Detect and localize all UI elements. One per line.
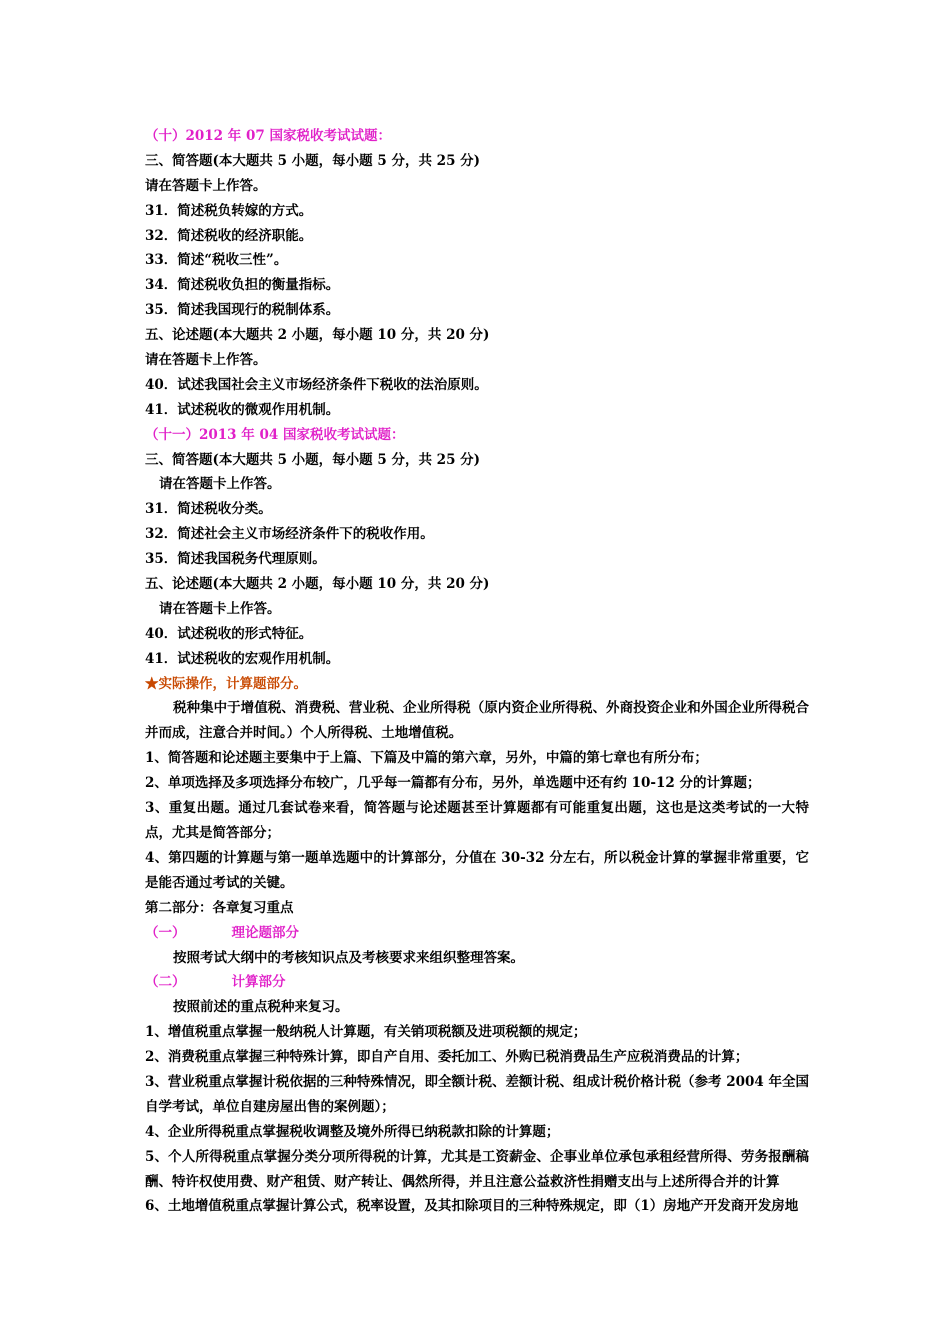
calc-point: 3、营业税重点掌握计税依据的三种特殊情况，即全额计税、差额计税、组成计税价格计税（参考 2004 年全国自学考试，单位自建房屋出售的案例题）； <box>145 1073 809 1115</box>
calc-number: （二） <box>145 974 186 991</box>
question-item: 40．试述税收的形式特征。 <box>145 625 313 642</box>
practice-point: 4、第四题的计算题与第一题单选题中的计算部分，分值在 30-32 分左右，所以税金计算的掌握非常重要，它是能否通过考试的关键。 <box>145 849 809 891</box>
section-11-essay-header: 五、论述题(本大题共 2 小题，每小题 10 分，共 20 分) <box>145 576 490 593</box>
calc-point: 5、个人所得税重点掌握分类分项所得税的计算，尤其是工资薪金、企事业单位承包承租经营所得、劳务报酬稿酬、特许权使用费、财产租赁、财产转让、偶然所得，并且注意公益救济性捐赠支出与上述所得合并的计算 <box>145 1148 809 1190</box>
question-item: 35．简述我国现行的税制体系。 <box>145 302 340 319</box>
section-10-short-header: 三、简答题(本大题共 5 小题，每小题 5 分，共 25 分) <box>145 152 481 169</box>
question-item: 41．试述税收的微观作用机制。 <box>145 401 340 418</box>
question-item: 35．简述我国税务代理原则。 <box>145 551 326 568</box>
question-item: 32．简述社会主义市场经济条件下的税收作用。 <box>145 526 434 543</box>
theory-label: 理论题部分 <box>231 924 299 941</box>
question-item: 31．简述税负转嫁的方式。 <box>145 202 313 219</box>
practice-point: 1、简答题和论述题主要集中于上篇、下篇及中篇的第六章，另外，中篇的第七章也有所分布； <box>145 750 708 767</box>
question-item: 33．简述“税收三性”。 <box>145 252 288 269</box>
calc-point: 6、土地增值税重点掌握计算公式，税率设置，及其扣除项目的三种特殊规定，即（1）房地产开发商开发房地 <box>145 1198 799 1215</box>
practice-intro: 税种集中于增值税、消费税、营业税、企业所得税（原内资企业所得税、外商投资企业和外国企业所得税合并而成，注意合并时间。）个人所得税、土地增值税。 <box>145 700 809 742</box>
section-10-short-note: 请在答题卡上作答。 <box>145 177 267 194</box>
section-11-title: （十一）2013 年 04 国家税收考试试题： <box>145 426 405 443</box>
calc-label: 计算部分 <box>231 974 286 991</box>
practice-title: ★实际操作，计算题部分。 <box>145 675 307 692</box>
section-10-essay-note: 请在答题卡上作答。 <box>145 352 267 369</box>
question-item: 40．试述我国社会主义市场经济条件下税收的法治原则。 <box>145 376 488 393</box>
question-item: 31．简述税收分类。 <box>145 501 272 518</box>
section-11-short-note: 请在答题卡上作答。 <box>159 476 281 493</box>
theory-heading <box>145 921 809 946</box>
section-10-essay-header: 五、论述题(本大题共 2 小题，每小题 10 分，共 20 分) <box>145 327 490 344</box>
section-11-essay-note: 请在答题卡上作答。 <box>159 600 281 617</box>
question-item: 32．简述税收的经济职能。 <box>145 227 313 244</box>
question-item: 41．试述税收的宏观作用机制。 <box>145 650 340 667</box>
calc-heading <box>145 970 809 995</box>
section-10-title: （十）2012 年 07 国家税收考试试题： <box>145 128 391 144</box>
calc-point: 1、增值税重点掌握一般纳税人计算题，有关销项税额及进项税额的规定； <box>145 1024 587 1041</box>
calc-description: 按照前述的重点税种来复习。 <box>173 999 349 1016</box>
calc-point: 4、企业所得税重点掌握税收调整及境外所得已纳税款扣除的计算题； <box>145 1123 560 1140</box>
document-page <box>145 124 809 1219</box>
section-11-short-header: 三、简答题(本大题共 5 小题，每小题 5 分，共 25 分) <box>145 451 481 468</box>
part-2-title: 第二部分：各章复习重点 <box>145 899 294 916</box>
theory-number: （一） <box>145 924 186 941</box>
practice-point: 3、重复出题。通过几套试卷来看，简答题与论述题甚至计算题都有可能重复出题，这也是这类考试的一大特点，尤其是简答部分； <box>145 800 809 842</box>
question-item: 34．简述税收负担的衡量指标。 <box>145 277 340 294</box>
calc-point: 2、消费税重点掌握三种特殊计算，即自产自用、委托加工、外购已税消费品生产应税消费品的计算； <box>145 1049 749 1066</box>
practice-point: 2、单项选择及多项选择分布较广，几乎每一篇都有分布，另外，单选题中还有约 10-12 分的计算题； <box>145 775 761 792</box>
theory-description: 按照考试大纲中的考核知识点及考核要求来组织整理答案。 <box>173 949 524 966</box>
